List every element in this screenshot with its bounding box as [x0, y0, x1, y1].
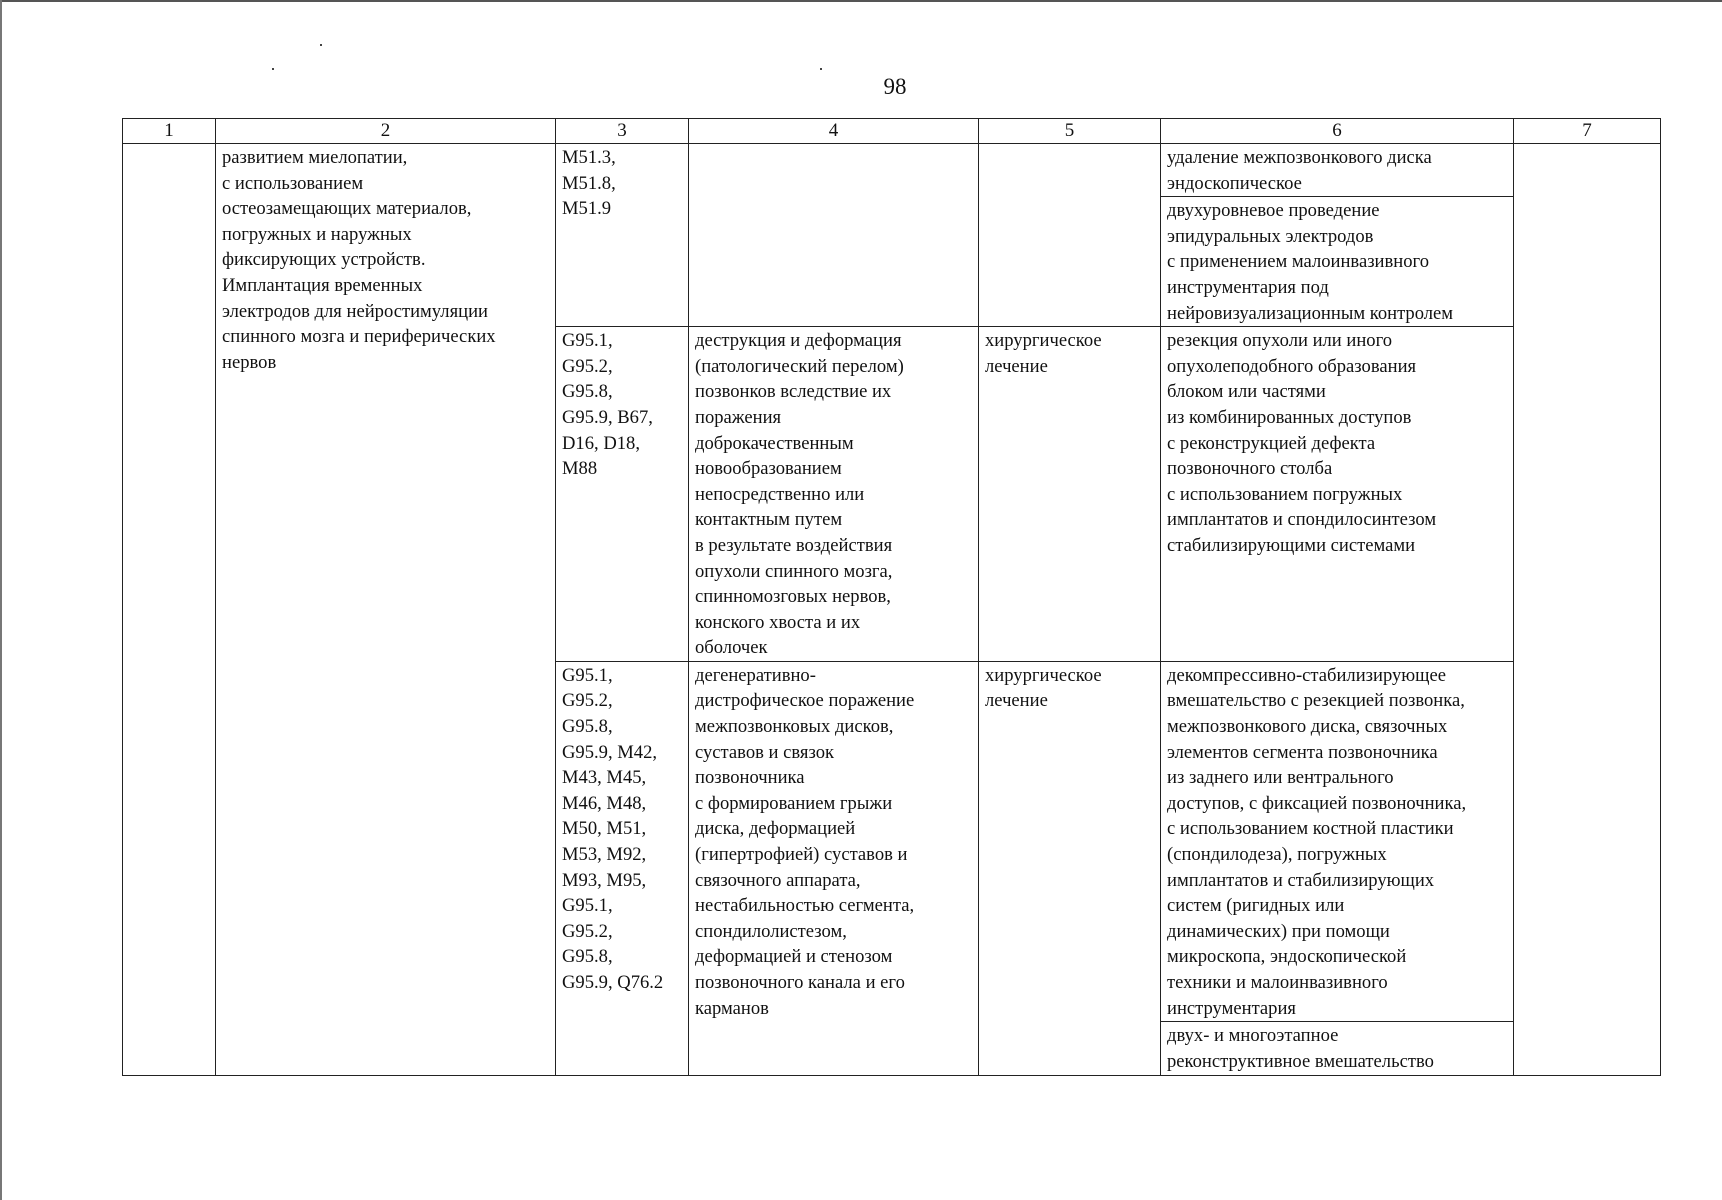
procedure-description: развитием миелопатии, с использованием остеозамещающих материалов, погружных и наружных фиксирующих устройств. Имплантация временных электродов для нейростимуляции спинного мозга и периферических нервов	[222, 147, 496, 373]
treatment-method: удаление межпозвонкового диска эндоскопическое	[1167, 147, 1432, 194]
scan-top-edge	[0, 0, 1722, 2]
method-cell	[1161, 327, 1514, 662]
procedure-description-cell	[216, 144, 556, 1076]
condition-cell	[689, 144, 979, 327]
scan-speck	[272, 68, 274, 70]
scan-speck	[320, 44, 322, 46]
condition-description: дегенеративно- дистрофическое поражение межпозвонковых дисков, суставов и связок позвоночника с формированием грыжи диска, деформацией (гипертрофией) суставов и связочного аппарата, нестабильностью сегмента, спондилолистезом, деформацией и стенозом позвоночного канала и его карманов	[695, 664, 915, 1019]
column-header-4: 4	[689, 119, 979, 144]
page-number: 98	[883, 74, 907, 99]
treatment-cell	[979, 144, 1161, 327]
scan-left-edge	[0, 0, 2, 1200]
treatment-cell	[979, 327, 1161, 662]
cost-cell	[1514, 144, 1661, 1076]
method-cell	[1161, 144, 1514, 197]
diagnosis-codes: G95.1, G95.2, G95.8, G95.9, M42, M43, M45, M46, M48, M50, M51, M53, M92, M93, M95, G95.1, G95.2, G95.8, G95.9, Q76.2	[562, 664, 664, 993]
diagnosis-codes: M51.3, M51.8, M51.9	[562, 147, 616, 220]
condition-cell	[689, 661, 979, 1075]
scan-speck	[820, 68, 822, 70]
condition-cell	[689, 327, 979, 662]
column-header-5: 5	[979, 119, 1161, 144]
treatment-type: хирургическое лечение	[985, 330, 1102, 377]
treatment-method: резекция опухоли или иного опухолеподобного образования блоком или частями из комбинированных доступов с реконструкцией дефекта позвоночного столба с использованием погружных имплантатов и спондилосинтезом стабилизирующими системами	[1167, 330, 1437, 556]
table-row	[123, 144, 1661, 197]
diagnosis-codes: G95.1, G95.2, G95.8, G95.9, B67, D16, D18, M88	[562, 330, 653, 480]
condition-description: деструкция и деформация (патологический перелом) позвонков вследствие их поражения доброкачественным новообразованием непосредственно или контактным путем в результате воздействия опухоли спинного мозга, спинномозговых нервов, конского хвоста и их оболочек	[695, 330, 904, 659]
column-header-3: 3	[556, 119, 689, 144]
column-header-2: 2	[216, 119, 556, 144]
method-cell	[1161, 197, 1514, 327]
procedures-table	[122, 118, 1661, 1076]
treatment-method: двух- и многоэтапное реконструктивное вмешательство	[1167, 1025, 1434, 1072]
treatment-type: хирургическое лечение	[985, 664, 1102, 712]
treatment-cell	[979, 661, 1161, 1075]
diagnosis-codes-cell	[556, 327, 689, 662]
header-row	[123, 119, 1661, 144]
column-header-1: 1	[123, 119, 216, 144]
method-cell	[1161, 1022, 1514, 1076]
treatment-method: декомпрессивно-стабилизирующее вмешательство с резекцией позвонка, межпозвонкового диска, связочных элементов сегмента позвоночника из заднего или вентрального доступов, с фиксацией позвоночника, с использованием костной пластики (спондилодеза), погружных имплантатов и стабилизирующих систем (ригидных или динамических) при помощи микроскопа, эндоскопической техники и малоинвазивного инструментария	[1167, 664, 1467, 1019]
method-cell	[1161, 661, 1514, 1021]
treatment-method: двухуровневое проведение эпидуральных электродов с применением малоинвазивного инструментария под нейровизуализационным контролем	[1167, 200, 1454, 324]
column-header-6: 6	[1161, 119, 1514, 144]
number-cell	[123, 144, 216, 1076]
diagnosis-codes-cell	[556, 661, 689, 1075]
column-header-7: 7	[1514, 119, 1661, 144]
diagnosis-codes-cell	[556, 144, 689, 327]
